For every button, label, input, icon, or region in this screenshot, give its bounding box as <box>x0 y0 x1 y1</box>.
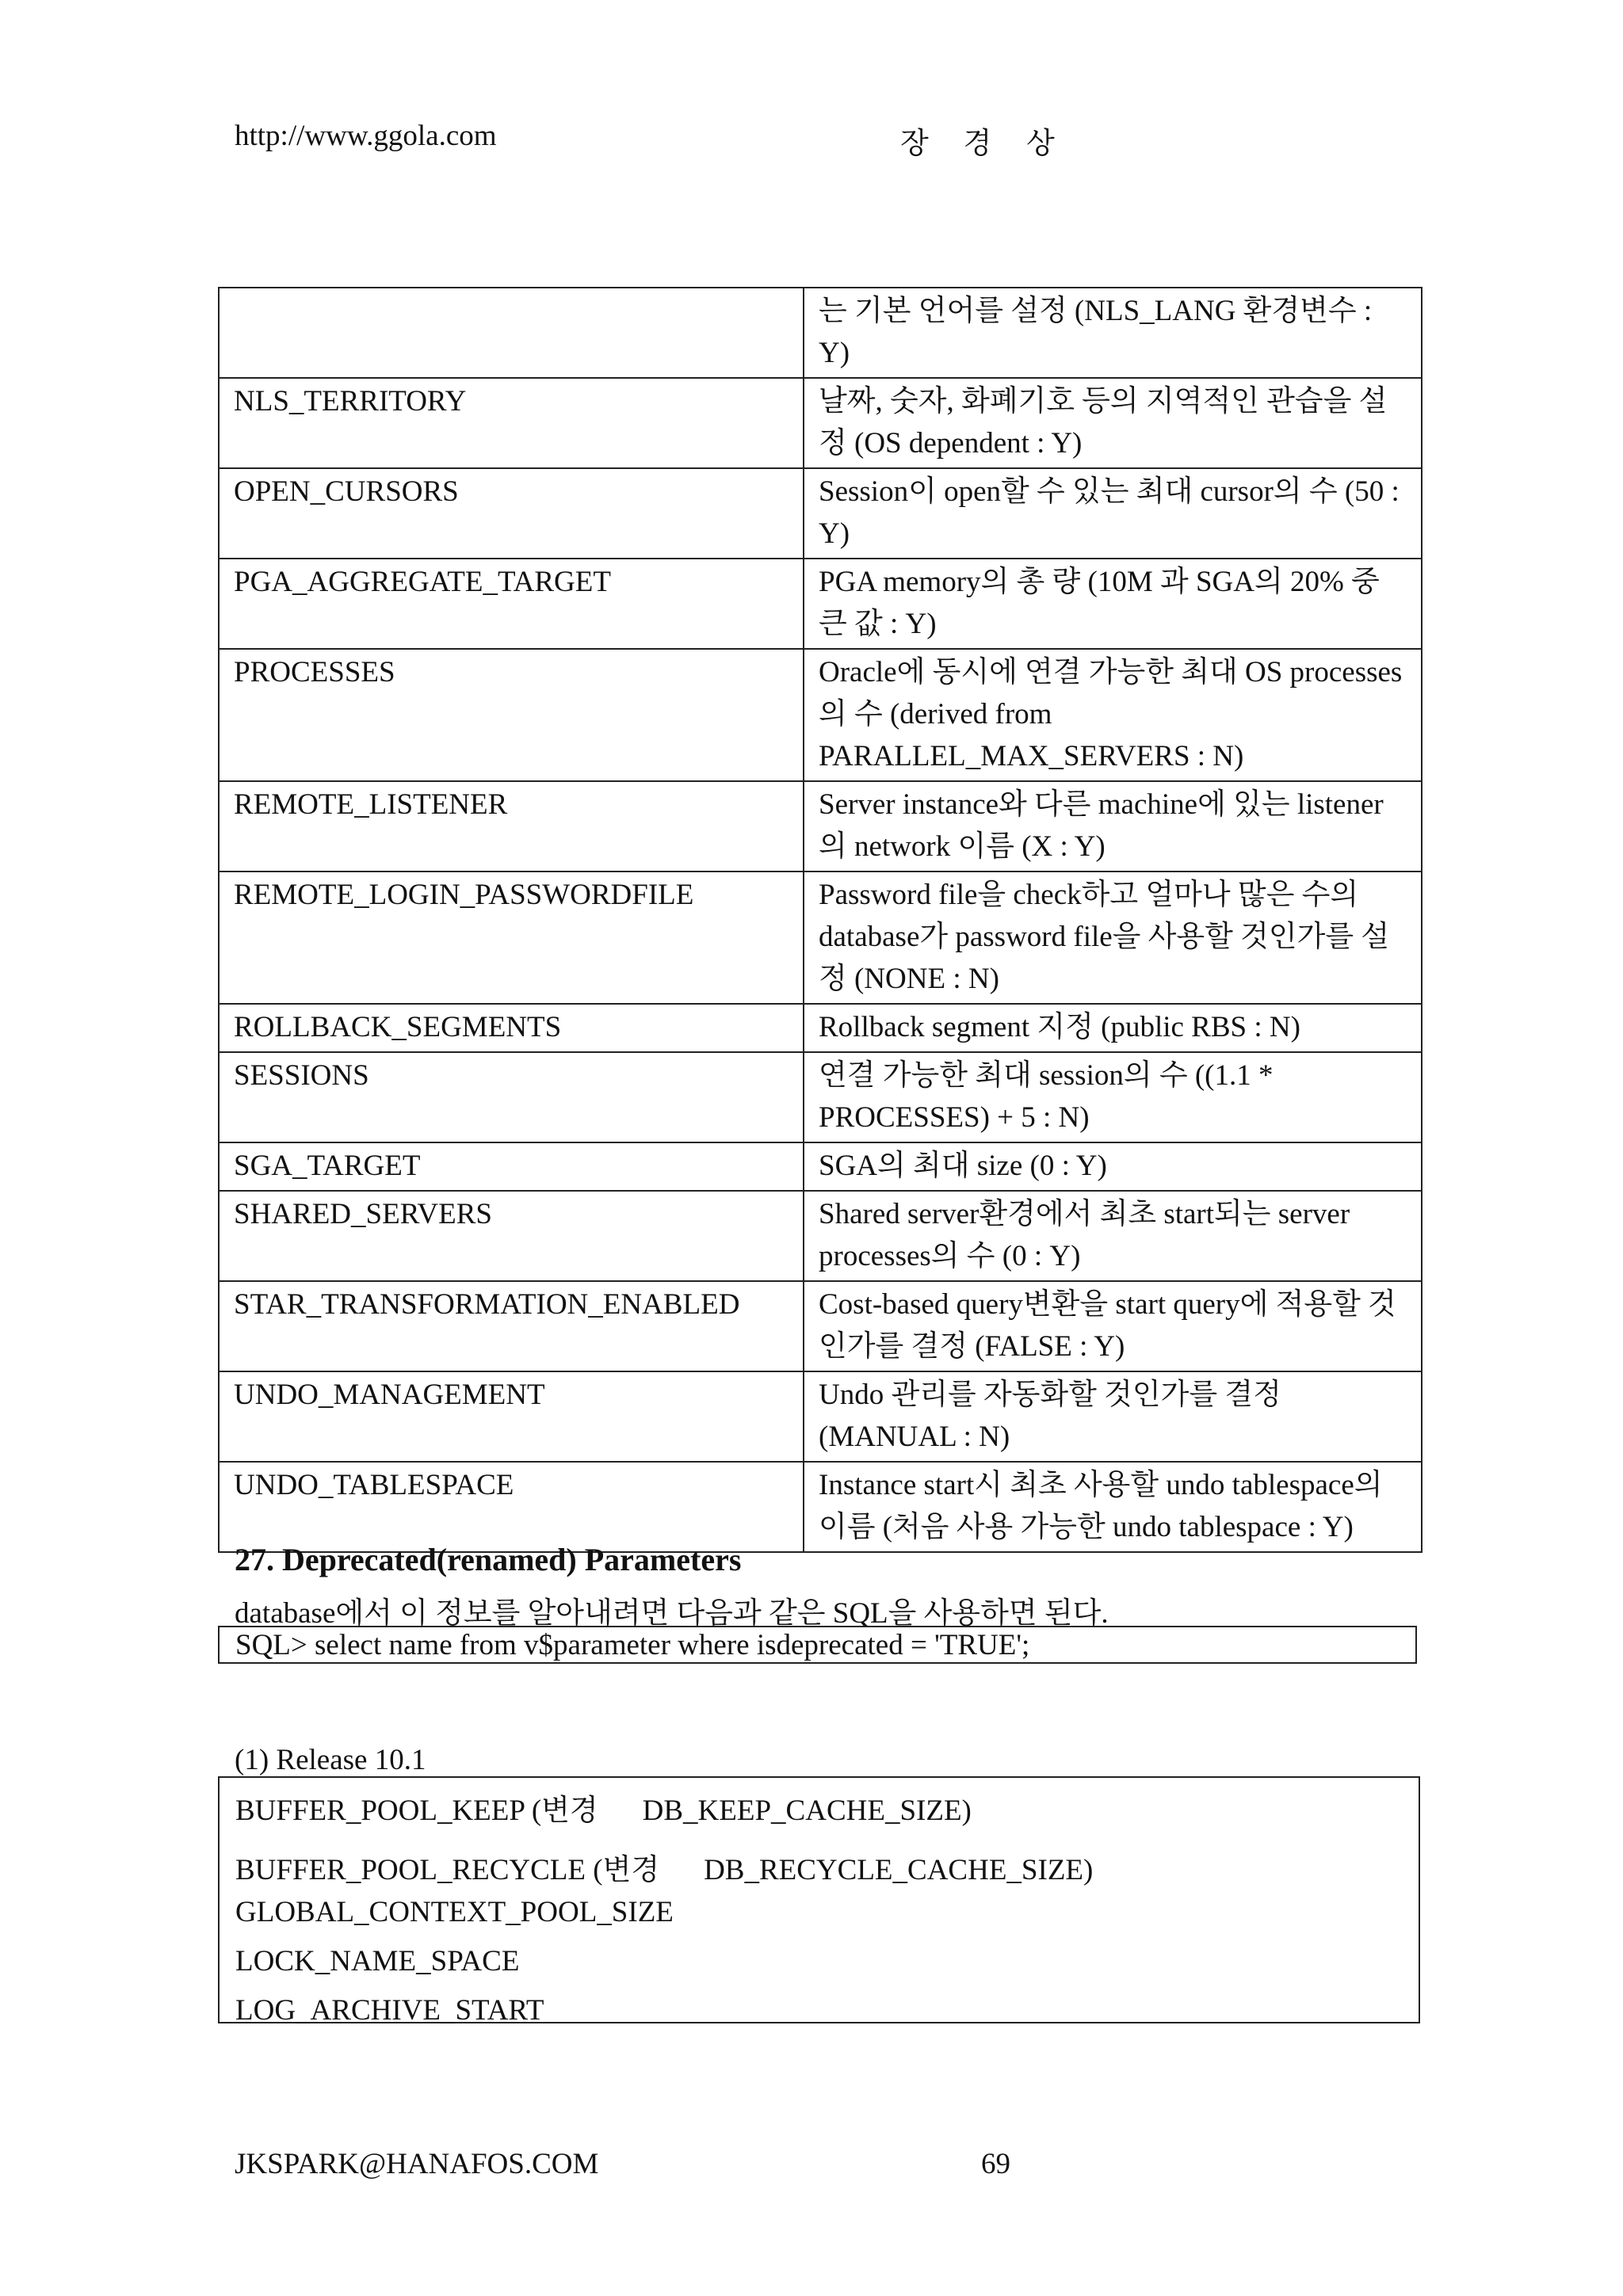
table-row <box>219 468 1422 559</box>
table-row <box>219 1191 1422 1281</box>
parameter-name: UNDO_TABLESPACE <box>219 1462 804 1552</box>
table-row <box>219 378 1422 468</box>
deprecated-param-name: BUFFER_POOL_RECYCLE (변경 <box>235 1854 660 1886</box>
list-item <box>235 1786 972 1829</box>
parameter-name: PROCESSES <box>219 649 804 781</box>
deprecated-param-name: LOCK_NAME_SPACE <box>235 1945 520 1978</box>
parameter-description: Cost-based query변환을 start query에 적용할 것인가를 결정 (FALSE : Y) <box>804 1281 1422 1371</box>
parameter-name: SESSIONS <box>219 1052 804 1142</box>
footer-email: JKSPARK@HANAFOS.COM <box>235 2148 599 2180</box>
list-item <box>235 1944 519 1978</box>
parameter-name: UNDO_MANAGEMENT <box>219 1371 804 1462</box>
table-row <box>219 781 1422 871</box>
parameter-description: 날짜, 숫자, 화폐기호 등의 지역적인 관습을 설정 (OS dependent : Y) <box>804 378 1422 468</box>
page-number: 69 <box>981 2148 1010 2180</box>
parameter-name: REMOTE_LISTENER <box>219 781 804 871</box>
list-item <box>235 1845 1093 1888</box>
parameter-name: NLS_TERRITORY <box>219 378 804 468</box>
table-row <box>219 1371 1422 1462</box>
parameter-name <box>219 288 804 378</box>
parameter-table <box>218 287 1423 1553</box>
parameter-description: Password file을 check하고 얼마나 많은 수의 database가 password file을 사용할 것인가를 설정 (NONE : N) <box>804 871 1422 1004</box>
parameter-name: STAR_TRANSFORMATION_ENABLED <box>219 1281 804 1371</box>
parameter-description: 연결 가능한 최대 session의 수 ((1.1 * PROCESSES) + 5 : N) <box>804 1052 1422 1142</box>
release-label: (1) Release 10.1 <box>235 1744 426 1776</box>
parameter-name: SHARED_SERVERS <box>219 1191 804 1281</box>
sql-query-box: SQL> select name from v$parameter where isdeprecated = 'TRUE'; <box>218 1626 1417 1664</box>
parameter-name: REMOTE_LOGIN_PASSWORDFILE <box>219 871 804 1004</box>
table-row <box>219 288 1422 378</box>
parameter-description: Rollback segment 지정 (public RBS : N) <box>804 1004 1422 1052</box>
parameter-name: ROLLBACK_SEGMENTS <box>219 1004 804 1052</box>
parameter-table-body <box>219 288 1422 1552</box>
deprecated-param-name: GLOBAL_CONTEXT_POOL_SIZE <box>235 1896 674 1928</box>
parameter-name: SGA_TARGET <box>219 1142 804 1191</box>
parameter-description: Session이 open할 수 있는 최대 cursor의 수 (50 : Y) <box>804 468 1422 559</box>
parameter-description: SGA의 최대 size (0 : Y) <box>804 1142 1422 1191</box>
deprecated-parameter-box <box>218 1776 1420 2027</box>
list-item <box>235 1993 544 2027</box>
table-row <box>219 871 1422 1004</box>
table-row <box>219 1462 1422 1552</box>
deprecated-param-name: BUFFER_POOL_KEEP (변경 <box>235 1794 598 1827</box>
deprecated-param-name: LOG_ARCHIVE_START <box>235 1994 544 2027</box>
table-row <box>219 1142 1422 1191</box>
parameter-description: PGA memory의 총 량 (10M 과 SGA의 20% 중 큰 값 : Y) <box>804 559 1422 649</box>
section-intro: database에서 이 정보를 알아내려면 다음과 같은 SQL을 사용하면 된다. <box>235 1597 1109 1630</box>
replacement-param-name: DB_RECYCLE_CACHE_SIZE) <box>704 1854 1094 1886</box>
section-title: 27. Deprecated(renamed) Parameters <box>235 1542 742 1577</box>
table-row <box>219 1004 1422 1052</box>
parameter-description: 는 기본 언어를 설정 (NLS_LANG 환경변수 : Y) <box>804 288 1422 378</box>
table-row <box>219 649 1422 781</box>
table-row <box>219 559 1422 649</box>
list-item <box>235 1895 674 1929</box>
header-author: 장 경 상 <box>900 126 1067 160</box>
parameter-description: Shared server환경에서 최초 start되는 server processes의 수 (0 : Y) <box>804 1191 1422 1281</box>
parameter-description: Server instance와 다른 machine에 있는 listener의 network 이름 (X : Y) <box>804 781 1422 871</box>
replacement-param-name: DB_KEEP_CACHE_SIZE) <box>642 1794 972 1827</box>
table-row <box>219 1052 1422 1142</box>
parameter-name: OPEN_CURSORS <box>219 468 804 559</box>
header-url: http://www.ggola.com <box>235 120 497 152</box>
parameter-description: Instance start시 최초 사용할 undo tablespace의 이름 (처음 사용 가능한 undo tablespace : Y) <box>804 1462 1422 1552</box>
parameter-description: Oracle에 동시에 연결 가능한 최대 OS processes의 수 (derived from PARALLEL_MAX_SERVERS : N) <box>804 649 1422 781</box>
parameter-description: Undo 관리를 자동화할 것인가를 결정 (MANUAL : N) <box>804 1371 1422 1462</box>
parameter-name: PGA_AGGREGATE_TARGET <box>219 559 804 649</box>
table-row <box>219 1281 1422 1371</box>
